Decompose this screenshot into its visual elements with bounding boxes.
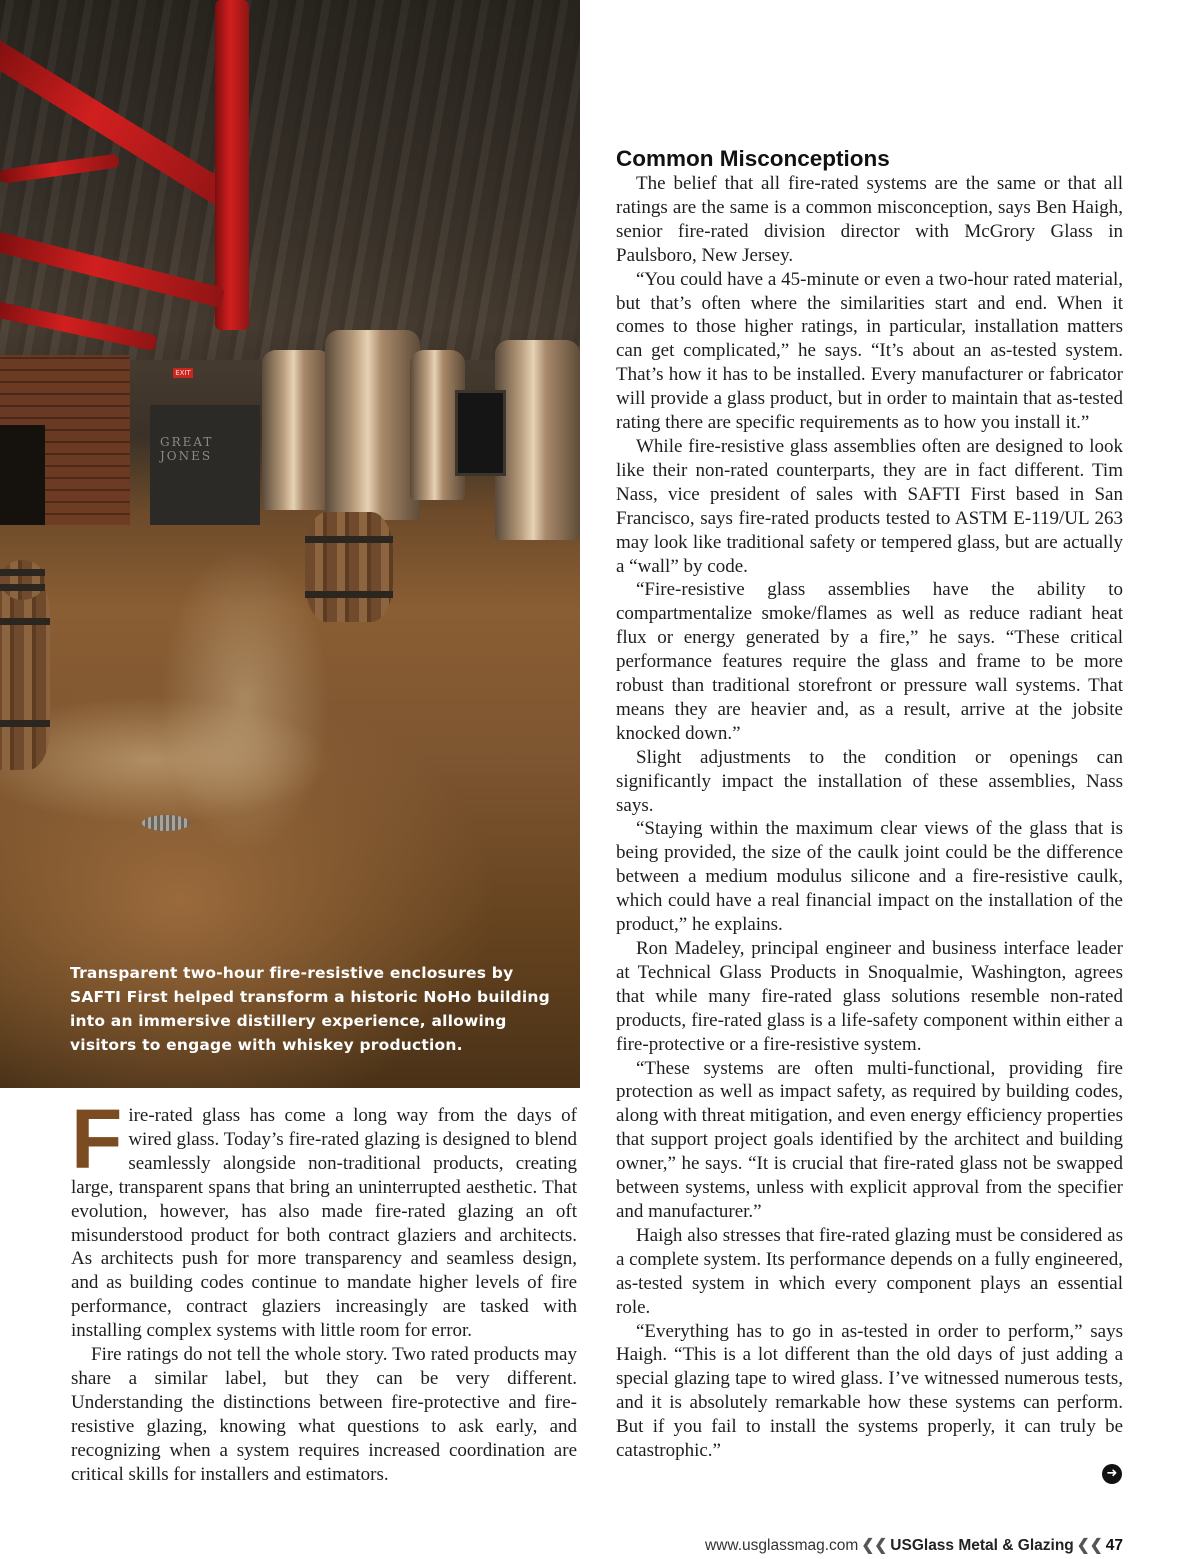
intro-column [71, 1092, 577, 1487]
red-sprinkler-pipe [215, 0, 249, 330]
intro-paragraph: Fire-rated glass has come a long way from the days of wired glass. Today’s fire-rated glazing is designed to blend seamlessly alongside non-traditional products, creating large, transparent spans that bring an uninterrupted aesthetic. That evolution, however, has also made fire-rated glazing an oft misunderstood product for both contract glaziers and architects. As architects push for more transparency and seamless design, and as building codes continue to mandate higher levels of fire performance, contract glaziers increasingly are tasked with installing complex systems with little room for error. [71, 1092, 577, 1342]
floor-drain [142, 815, 190, 831]
site-url[interactable]: www.usglassmag.com [704, 1537, 859, 1554]
page-footer [705, 1536, 1123, 1555]
whiskey-barrel [305, 512, 393, 622]
still-tank [325, 330, 420, 520]
arrow-right-circle-icon[interactable]: ➜ [1102, 1464, 1122, 1484]
body-paragraph: The belief that all fire-rated systems are the same or that all ratings are the same is a common misconception, says Ben Haigh, senior fire-rated division director with McGrory Glass in Paulsboro, New Jersey. [616, 173, 1123, 266]
brand-sign-text: GREAT JONES [160, 435, 214, 463]
body-paragraph: While fire-resistive glass assemblies often are designed to look like their non-rated counterparts, they are in fact different. Tim Nass, vice president of sales with SAFTI First based in San Francisco, says fire-rated products tested to ASTM E-119/UL 263 may look like traditional safety or tempered glass, but are actually a “wall” by code. [616, 435, 1123, 577]
body-paragraph: Slight adjustments to the condition or openings can significantly impact the installation of these assemblies, Nass says. [616, 746, 1123, 816]
footer-separator: ❮❮ [1076, 1537, 1103, 1554]
still-tank [262, 350, 332, 510]
body-paragraph: Ron Madeley, principal engineer and business interface leader at Technical Glass Products in Snoqualmie, Washington, agrees that while many fire-rated glass solutions resemble non-rated products, fire-rated glass is a life-safety component within either a fire-protective or a fire-resistive system. [616, 938, 1123, 1055]
brand-sign-panel [150, 405, 260, 525]
body-paragraph: Haigh also stresses that fire-rated glazing must be considered as a complete system. Its performance depends on a fully engineered, as-tested system in which every component plays an essential role. [616, 1224, 1124, 1318]
footer-separator: ❮❮ [861, 1537, 888, 1554]
page-number: 47 [1105, 1537, 1123, 1554]
exit-sign: EXIT [173, 368, 193, 378]
whiskey-barrel [0, 575, 50, 770]
article-column [616, 172, 1123, 1463]
still-tank [495, 340, 580, 540]
drop-cap: F [71, 1092, 123, 1186]
distillery-photo [0, 0, 580, 1088]
window [455, 390, 506, 476]
section-heading: Common Misconceptions [616, 146, 890, 171]
body-paragraph: “You could have a 45-minute or even a two-hour rated material, but that’s often where the similarities start and end. When it comes to those higher ratings, in particular, installation matters can get complicated,” he says. “It’s about an as-tested system. That’s how it has to be installed. Every manufacturer or fabricator will provide a glass product, but in order to maintain that as-tested rating there are specific requirements as to how you install it.” [616, 268, 1123, 434]
whiskey-barrel [0, 560, 45, 600]
photo-caption: Transparent two-hour fire-resistive enclosures by SAFTI First helped transform a historic NoHo building into an immersive distillery experience, allowing visitors to engage with whiskey production. [70, 964, 550, 1054]
intro-paragraph: Fire ratings do not tell the whole story. Two rated products may share a similar label, but they can be very different. Understanding the distinctions between fire-protective and fire-resistive glazing, knowing what questions to ask early, and recognizing when a system requires increased coordination are critical skills for installers and estimators. [71, 1344, 577, 1485]
body-paragraph: “Everything has to go in as-tested in order to perform,” says Haigh. “This is a lot different than the old days of just adding a special glazing tape to wired glass. I’ve witnessed numerous tests, and it is absolutely remarkable how these systems can perform. But if you fail to install the systems properly, it can truly be catastrophic.” [616, 1320, 1123, 1462]
body-paragraph: “Staying within the maximum clear views of the glass that is being provided, the size of the caulk joint could be the difference between a medium modulus silicone and a fire-resistive caulk, which could have a real financial impact on the installation of the product,” he explains. [616, 818, 1123, 936]
doorway [0, 425, 45, 525]
body-paragraph: “Fire-resistive glass assemblies have the ability to compartmentalize smoke/flames as well as reduce radiant heat flux or energy generated by a fire,” he says. “These critical performance features require the glass and frame to be more robust than traditional storefront or pressure wall systems. That means they are heavier and, as a result, arrive at the jobsite knocked down.” [616, 579, 1123, 744]
magazine-name: USGlass Metal & Glazing [890, 1537, 1074, 1554]
body-paragraph: “These systems are often multi-functional, providing fire protection as well as impact safety, as required by building codes, along with threat mitigation, and even energy efficiency properties that support project goals identified by the architect and building owner,” he says. “It is crucial that fire-rated glass not be swapped between systems, unless with explicit approval from the specifier and manufacturer.” [616, 1057, 1123, 1222]
ceiling-ducts [0, 0, 580, 360]
